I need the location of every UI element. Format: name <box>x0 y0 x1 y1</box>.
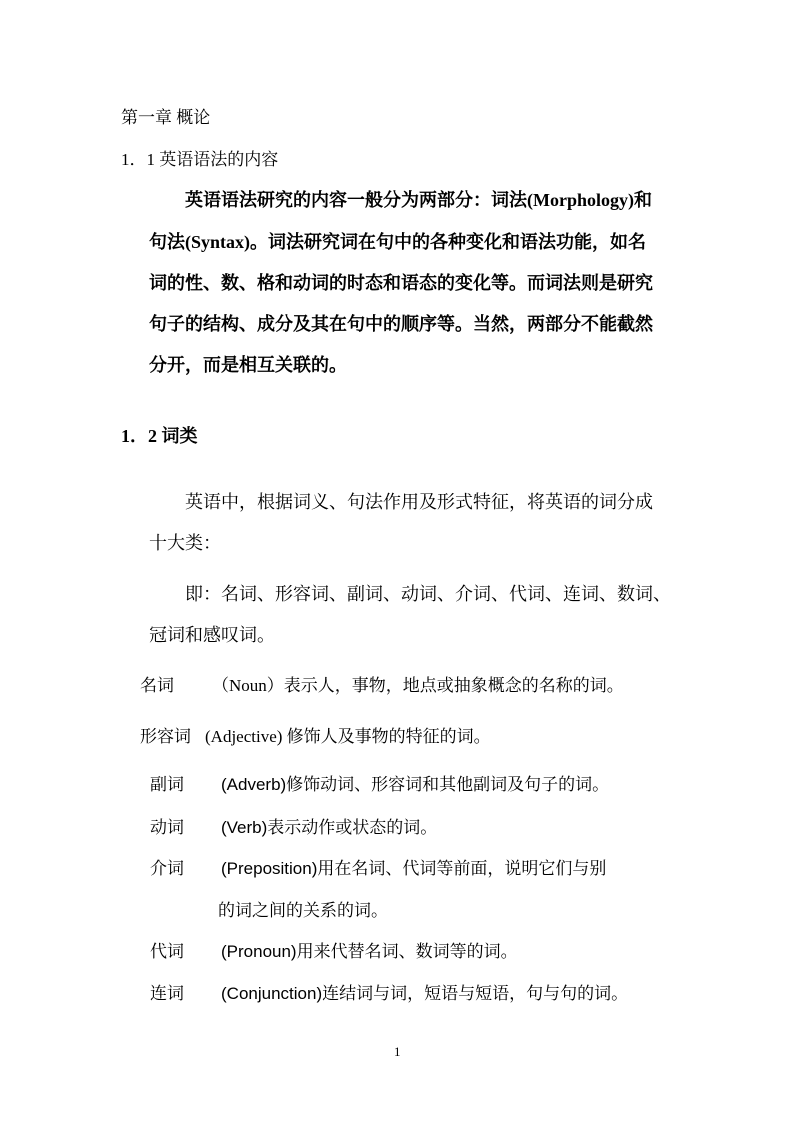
section-heading-1-1: 1．1 英语语法的内容 <box>121 150 279 169</box>
pos-desc-preposition-continued: 的词之间的关系的词。 <box>218 901 388 920</box>
definition-description: （Noun）表示人，事物，地点或抽象概念的名称的词。 <box>212 676 624 695</box>
pos-term-conjunction: 连词 <box>150 984 184 1003</box>
pos-term-adverb: 副词 <box>150 775 184 794</box>
pos-term-pronoun: 代词 <box>150 942 184 961</box>
page-number: 1 <box>394 1044 401 1059</box>
pos-desc-pronoun: (Pronoun)用来代替名词、数词等的词。 <box>221 942 518 961</box>
paragraph-line: 即：名词、形容词、副词、动词、介词、代词、连词、数词、 <box>185 584 671 604</box>
paragraph-line: 句法(Syntax)。词法研究词在句中的各种变化和语法功能，如名 <box>149 232 647 252</box>
chapter-title: 第一章 概论 <box>121 108 211 127</box>
section-heading-1-2: 1．2 词类 <box>121 426 198 446</box>
paragraph-line: 英语中，根据词义、句法作用及形式特征，将英语的词分成 <box>185 492 653 512</box>
paragraph-line: 十大类： <box>149 533 221 553</box>
pos-desc-preposition: (Preposition)用在名词、代词等前面，说明它们与别 <box>221 859 607 878</box>
definition-term: 名词 <box>140 676 174 695</box>
pos-desc-adverb: (Adverb)修饰动词、形容词和其他副词及句子的词。 <box>221 775 610 794</box>
paragraph-line: 分开，而是相互关联的。 <box>149 355 347 375</box>
pos-desc-verb: (Verb)表示动作或状态的词。 <box>221 818 438 837</box>
paragraph-line: 词的性、数、格和动词的时态和语态的变化等。而词法则是研究 <box>149 273 653 293</box>
paragraph-line: 句子的结构、成分及其在句中的顺序等。当然，两部分不能截然 <box>149 314 653 334</box>
pos-desc-conjunction: (Conjunction)连结词与词，短语与短语，句与句的词。 <box>221 984 629 1003</box>
paragraph-line: 冠词和感叹词。 <box>149 625 275 645</box>
definition-term: 形容词 <box>140 727 191 746</box>
pos-term-verb: 动词 <box>150 818 184 837</box>
definition-description: (Adjective) 修饰人及事物的特征的词。 <box>205 727 491 746</box>
pos-term-preposition: 介词 <box>150 859 184 878</box>
paragraph-line: 英语语法研究的内容一般分为两部分：词法(Morphology)和 <box>185 190 652 210</box>
